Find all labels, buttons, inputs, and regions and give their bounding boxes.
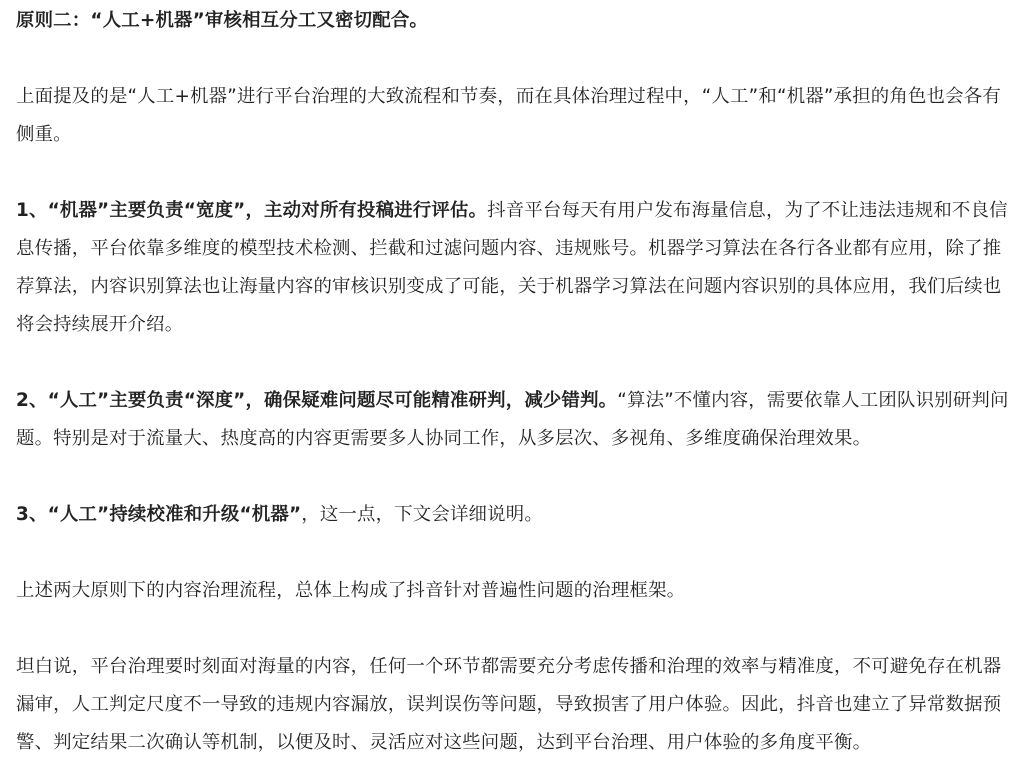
point-3-lead: 3、“人工”持续校准和升级“机器” (16, 504, 302, 525)
summary-paragraph: 上述两大原则下的内容治理流程，总体上构成了抖音针对普遍性问题的治理框架。 (16, 580, 686, 601)
point-1-paragraph (16, 192, 1010, 344)
article-body (0, 2, 1024, 765)
point-1-lead: 1、“机器”主要负责“宽度”，主动对所有投稿进行评估。 (16, 200, 488, 221)
intro-paragraph: 上面提及的是“人工+机器”进行平台治理的大致流程和节奏，而在具体治理过程中，“人工”和“机器”承担的角色也会各有侧重。 (16, 86, 1001, 145)
section-heading: 原则二：“人工+机器”审核相互分工又密切配合。 (16, 10, 428, 31)
point-2-lead: 2、“人工”主要负责“深度”，确保疑难问题尽可能精准研判，减少错判。 (16, 390, 618, 411)
point-3-body: ，这一点，下文会详细说明。 (301, 504, 543, 525)
closing-paragraph: 坦白说，平台治理要时刻面对海量的内容，任何一个环节都需要充分考虑传播和治理的效率与精准度，不可避免存在机器漏审，人工判定尺度不一导致的违规内容漏放，误判误伤等问题，导致损害了用户体验。因此，抖音也建立了异常数据预警、判定结果二次确认等机制，以便及时、灵活应对这些问题，达到平台治理、用户体验的多角度平衡。 (16, 656, 1002, 753)
point-1-body: 抖音平台每天有用户发布海量信息，为了不让违法违规和不良信息传播，平台依靠多维度的模型技术检测、拦截和过滤问题内容、违规账号。机器学习算法在各行各业都有应用，除了推荐算法，内容识别算法也让海量内容的审核识别变成了可能，关于机器学习算法在问题内容识别的具体应用，我们后续也将会持续展开介绍。 (16, 200, 1008, 335)
point-2-body: “算法”不懂内容，需要依靠人工团队识别研判问题。特别是对于流量大、热度高的内容更需要多人协同工作，从多层次、多视角、多维度确保治理效果。 (16, 390, 1009, 449)
point-2-paragraph (16, 382, 1010, 458)
point-3-paragraph (16, 496, 1010, 534)
